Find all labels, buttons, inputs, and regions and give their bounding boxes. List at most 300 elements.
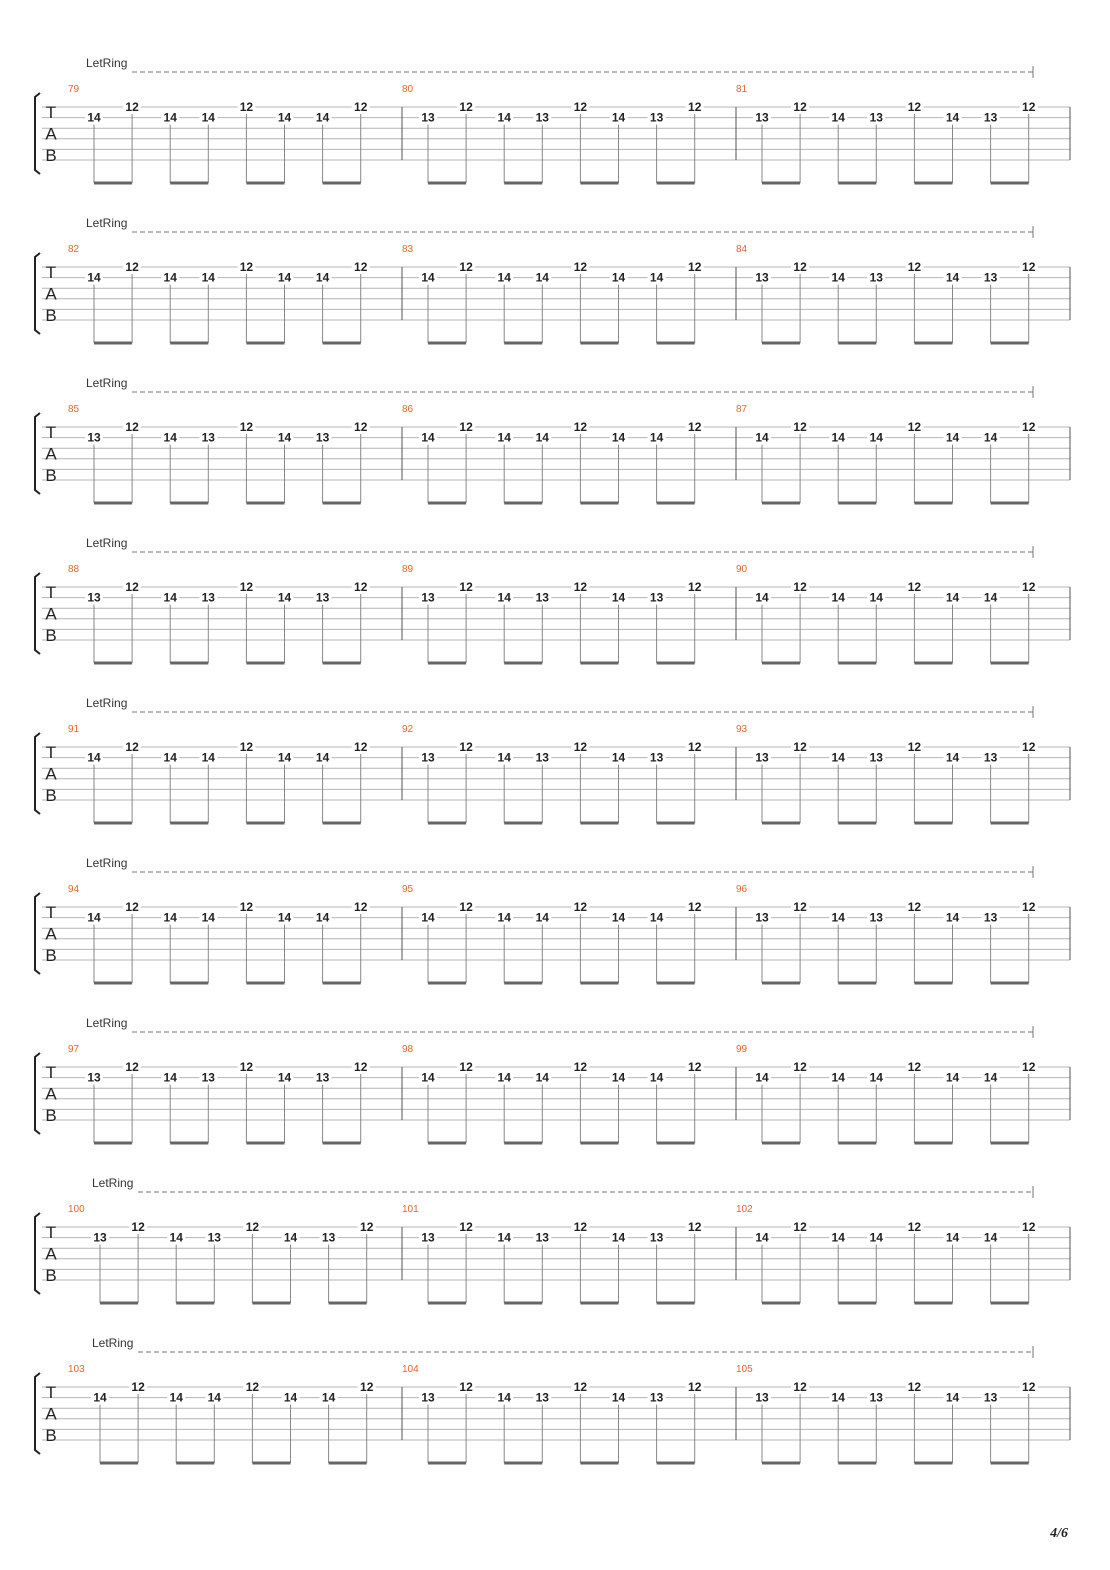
fret-number: 14 — [869, 590, 883, 605]
fret-number: 14 — [611, 270, 626, 285]
fret-number: 14 — [945, 590, 960, 605]
fret-number: 13 — [535, 750, 549, 765]
fret-number: 14 — [983, 1070, 998, 1085]
fret-number: 12 — [354, 1060, 368, 1074]
tab-clef-letter: A — [45, 284, 57, 304]
fret-number: 14 — [163, 110, 177, 125]
measure — [736, 884, 1038, 983]
fret-number: 14 — [93, 1390, 107, 1405]
fret-number: 12 — [245, 1220, 260, 1234]
tab-clef-letter: B — [45, 146, 57, 165]
fret-number: 12 — [1022, 1060, 1036, 1074]
fret-number: 12 — [125, 1060, 139, 1074]
fret-number: 14 — [945, 910, 960, 925]
fret-number: 12 — [1022, 1220, 1036, 1234]
fret-number: 12 — [125, 260, 139, 274]
fret-number: 13 — [87, 1070, 101, 1085]
tab-clef-letter: A — [45, 604, 57, 624]
measure — [68, 1044, 370, 1143]
tab-system — [35, 216, 1070, 343]
fret-number: 14 — [421, 910, 435, 925]
measure-number: 79 — [68, 84, 80, 95]
fret-number: 14 — [277, 270, 292, 285]
fret-number: 14 — [945, 270, 960, 285]
fret-number: 14 — [321, 1390, 336, 1405]
fret-number: 14 — [277, 430, 292, 445]
fret-number: 14 — [163, 750, 177, 765]
fret-number: 14 — [755, 590, 769, 605]
fret-number: 12 — [793, 740, 807, 754]
fret-number: 14 — [169, 1230, 183, 1245]
fret-number: 12 — [907, 260, 922, 274]
fret-number: 14 — [831, 1390, 845, 1405]
measure-number: 93 — [736, 724, 748, 735]
tab-clef-letter: A — [45, 1404, 57, 1424]
tab-system — [35, 1336, 1070, 1463]
system-bracket — [35, 1053, 40, 1134]
fret-number: 12 — [688, 900, 702, 914]
tab-system — [35, 856, 1070, 983]
fret-number: 13 — [93, 1230, 107, 1245]
measure — [736, 1364, 1038, 1463]
fret-number: 13 — [535, 1390, 549, 1405]
fret-number: 14 — [277, 590, 292, 605]
measure-number: 80 — [402, 84, 414, 95]
fret-number: 14 — [277, 750, 292, 765]
measure — [68, 84, 370, 183]
tab-clef-letter: B — [45, 306, 57, 325]
fret-number: 12 — [793, 260, 807, 274]
fret-number: 13 — [983, 1390, 998, 1405]
fret-number: 12 — [793, 1060, 807, 1074]
fret-number: 14 — [869, 1230, 883, 1245]
measure-number: 94 — [68, 884, 80, 895]
fret-number: 12 — [239, 740, 254, 754]
measure — [68, 244, 370, 343]
fret-number: 14 — [649, 270, 664, 285]
tab-clef-letter: B — [45, 626, 57, 645]
fret-number: 14 — [283, 1390, 298, 1405]
fret-number: 12 — [573, 260, 588, 274]
tab-system — [35, 1176, 1070, 1303]
tab-system — [35, 1016, 1070, 1143]
fret-number: 14 — [535, 910, 549, 925]
measure-number: 103 — [68, 1364, 85, 1375]
measure-number: 104 — [402, 1364, 419, 1375]
fret-number: 12 — [573, 1060, 588, 1074]
measure — [68, 564, 370, 663]
fret-number: 14 — [201, 910, 215, 925]
fret-number: 14 — [945, 1070, 960, 1085]
fret-number: 14 — [831, 1070, 845, 1085]
tab-clef-letter: B — [45, 1266, 57, 1285]
system-bracket — [35, 1213, 40, 1294]
fret-number: 14 — [869, 1070, 883, 1085]
tab-clef-letter: B — [45, 786, 57, 805]
page-number: 4/6 — [1050, 1526, 1068, 1541]
measure-number: 98 — [402, 1044, 414, 1055]
let-ring-label: LetRing — [86, 56, 128, 70]
fret-number: 13 — [535, 110, 549, 125]
fret-number: 12 — [1022, 580, 1036, 594]
fret-number: 14 — [649, 1070, 664, 1085]
measure — [68, 404, 370, 503]
let-ring-label: LetRing — [86, 856, 128, 870]
fret-number: 12 — [239, 420, 254, 434]
fret-number: 13 — [755, 1390, 769, 1405]
measure-number: 81 — [736, 84, 748, 95]
fret-number: 12 — [1022, 260, 1036, 274]
system-bracket — [35, 893, 40, 974]
fret-number: 14 — [497, 1230, 511, 1245]
let-ring-label: LetRing — [86, 1016, 128, 1030]
fret-number: 14 — [945, 1390, 960, 1405]
tab-clef-letter: B — [45, 1106, 57, 1125]
fret-number: 14 — [163, 590, 177, 605]
system-bracket — [35, 413, 40, 494]
tab-system — [35, 696, 1070, 823]
measure — [402, 564, 704, 663]
fret-number: 14 — [535, 1070, 549, 1085]
fret-number: 14 — [283, 1230, 298, 1245]
fret-number: 13 — [755, 910, 769, 925]
fret-number: 14 — [315, 110, 330, 125]
fret-number: 13 — [983, 270, 998, 285]
fret-number: 14 — [831, 110, 845, 125]
let-ring-label: LetRing — [86, 216, 128, 230]
fret-number: 12 — [907, 580, 922, 594]
fret-number: 14 — [421, 1070, 435, 1085]
fret-number: 13 — [869, 110, 883, 125]
fret-number: 14 — [755, 430, 769, 445]
fret-number: 14 — [831, 270, 845, 285]
fret-number: 13 — [535, 590, 549, 605]
fret-number: 12 — [354, 260, 368, 274]
fret-number: 14 — [207, 1390, 221, 1405]
fret-number: 14 — [983, 590, 998, 605]
fret-number: 13 — [201, 430, 215, 445]
fret-number: 14 — [611, 430, 626, 445]
fret-number: 12 — [125, 900, 139, 914]
fret-number: 14 — [497, 270, 511, 285]
tab-clef-letter: A — [45, 1244, 57, 1264]
fret-number: 12 — [907, 740, 922, 754]
measure-number: 105 — [736, 1364, 753, 1375]
fret-number: 12 — [239, 580, 254, 594]
fret-number: 13 — [869, 270, 883, 285]
measure-number: 95 — [402, 884, 414, 895]
measure-number: 92 — [402, 724, 414, 735]
fret-number: 14 — [497, 590, 511, 605]
fret-number: 13 — [649, 1390, 664, 1405]
fret-number: 14 — [421, 430, 435, 445]
tab-clef-letter: B — [45, 1426, 57, 1445]
fret-number: 12 — [354, 100, 368, 114]
tab-clef-letter: T — [45, 263, 57, 282]
fret-number: 12 — [239, 100, 254, 114]
fret-number: 13 — [321, 1230, 336, 1245]
fret-number: 13 — [315, 1070, 330, 1085]
measure — [402, 724, 704, 823]
measure — [402, 1204, 704, 1303]
fret-number: 14 — [831, 430, 845, 445]
measure — [402, 1044, 704, 1143]
fret-number: 14 — [497, 910, 511, 925]
fret-number: 14 — [649, 430, 664, 445]
let-ring-label: LetRing — [86, 696, 128, 710]
fret-number: 13 — [983, 110, 998, 125]
fret-number: 12 — [245, 1380, 260, 1394]
fret-number: 12 — [125, 740, 139, 754]
tab-clef-letter: T — [45, 1063, 57, 1082]
fret-number: 12 — [354, 420, 368, 434]
fret-number: 12 — [1022, 740, 1036, 754]
fret-number: 14 — [497, 110, 511, 125]
fret-number: 12 — [907, 100, 922, 114]
fret-number: 12 — [459, 900, 473, 914]
fret-number: 12 — [573, 900, 588, 914]
fret-number: 12 — [573, 580, 588, 594]
tab-clef-letter: T — [45, 903, 57, 922]
fret-number: 14 — [535, 270, 549, 285]
fret-number: 13 — [315, 590, 330, 605]
system-bracket — [35, 93, 40, 174]
measure — [736, 1204, 1038, 1303]
fret-number: 14 — [163, 270, 177, 285]
measure-number: 101 — [402, 1204, 419, 1215]
fret-number: 13 — [87, 590, 101, 605]
fret-number: 12 — [131, 1380, 145, 1394]
fret-number: 14 — [87, 270, 101, 285]
fret-number: 14 — [535, 430, 549, 445]
fret-number: 13 — [869, 910, 883, 925]
measure-number: 96 — [736, 884, 748, 895]
fret-number: 12 — [125, 580, 139, 594]
measure-number: 97 — [68, 1044, 80, 1055]
fret-number: 12 — [239, 260, 254, 274]
fret-number: 14 — [611, 1070, 626, 1085]
fret-number: 13 — [649, 750, 664, 765]
fret-number: 14 — [611, 910, 626, 925]
fret-number: 12 — [459, 420, 473, 434]
tab-system — [35, 536, 1070, 663]
fret-number: 12 — [459, 260, 473, 274]
fret-number: 13 — [755, 110, 769, 125]
tab-system — [35, 56, 1070, 183]
fret-number: 12 — [793, 420, 807, 434]
fret-number: 12 — [688, 100, 702, 114]
let-ring-label: LetRing — [92, 1176, 134, 1190]
fret-number: 12 — [688, 1220, 702, 1234]
fret-number: 12 — [688, 580, 702, 594]
fret-number: 14 — [163, 910, 177, 925]
fret-number: 14 — [649, 910, 664, 925]
fret-number: 13 — [421, 750, 435, 765]
fret-number: 14 — [163, 1070, 177, 1085]
fret-number: 14 — [983, 430, 998, 445]
fret-number: 12 — [793, 900, 807, 914]
tab-clef-letter: T — [45, 1223, 57, 1242]
tab-clef-letter: A — [45, 124, 57, 144]
fret-number: 14 — [755, 1070, 769, 1085]
fret-number: 12 — [907, 1220, 922, 1234]
measure — [68, 1364, 376, 1463]
fret-number: 12 — [793, 1220, 807, 1234]
fret-number: 14 — [831, 590, 845, 605]
fret-number: 12 — [1022, 900, 1036, 914]
tab-clef-letter: A — [45, 924, 57, 944]
let-ring-label: LetRing — [92, 1336, 134, 1350]
measure — [68, 1204, 376, 1303]
fret-number: 12 — [459, 580, 473, 594]
fret-number: 13 — [983, 750, 998, 765]
fret-number: 12 — [688, 1060, 702, 1074]
fret-number: 12 — [793, 100, 807, 114]
tab-clef-letter: B — [45, 466, 57, 485]
fret-number: 12 — [573, 1380, 588, 1394]
fret-number: 14 — [945, 430, 960, 445]
fret-number: 13 — [869, 750, 883, 765]
fret-number: 13 — [421, 590, 435, 605]
fret-number: 12 — [354, 580, 368, 594]
fret-number: 14 — [611, 590, 626, 605]
fret-number: 13 — [649, 1230, 664, 1245]
fret-number: 12 — [459, 100, 473, 114]
fret-number: 13 — [421, 1390, 435, 1405]
fret-number: 12 — [360, 1380, 374, 1394]
fret-number: 12 — [573, 100, 588, 114]
fret-number: 12 — [459, 1220, 473, 1234]
measure-number: 90 — [736, 564, 748, 575]
measure — [736, 564, 1038, 663]
tab-clef-letter: A — [45, 764, 57, 784]
fret-number: 13 — [649, 110, 664, 125]
fret-number: 12 — [1022, 1380, 1036, 1394]
fret-number: 12 — [688, 260, 702, 274]
measure — [402, 84, 704, 183]
system-bracket — [35, 253, 40, 334]
fret-number: 13 — [869, 1390, 883, 1405]
measure — [736, 1044, 1038, 1143]
fret-number: 14 — [869, 430, 883, 445]
fret-number: 12 — [688, 420, 702, 434]
measure — [402, 244, 704, 343]
fret-number: 14 — [945, 110, 960, 125]
fret-number: 13 — [755, 270, 769, 285]
measure-number: 91 — [68, 724, 80, 735]
fret-number: 14 — [201, 270, 215, 285]
tab-clef-letter: A — [45, 1084, 57, 1104]
fret-number: 14 — [755, 1230, 769, 1245]
fret-number: 12 — [1022, 420, 1036, 434]
tab-clef-letter: T — [45, 1383, 57, 1402]
measure-number: 86 — [402, 404, 414, 415]
measure-number: 84 — [736, 244, 748, 255]
fret-number: 14 — [169, 1390, 183, 1405]
fret-number: 13 — [315, 430, 330, 445]
let-ring-label: LetRing — [86, 536, 128, 550]
fret-number: 12 — [688, 1380, 702, 1394]
fret-number: 14 — [87, 110, 101, 125]
measure — [736, 84, 1038, 183]
fret-number: 12 — [907, 900, 922, 914]
fret-number: 12 — [907, 1060, 922, 1074]
fret-number: 12 — [688, 740, 702, 754]
fret-number: 14 — [87, 910, 101, 925]
fret-number: 14 — [945, 750, 960, 765]
fret-number: 13 — [201, 590, 215, 605]
fret-number: 12 — [573, 740, 588, 754]
fret-number: 13 — [755, 750, 769, 765]
measure-number: 99 — [736, 1044, 748, 1055]
measure-number: 100 — [68, 1204, 85, 1215]
measure — [736, 244, 1038, 343]
measure-number: 85 — [68, 404, 80, 415]
fret-number: 12 — [354, 740, 368, 754]
measure — [402, 1364, 704, 1463]
measure — [68, 884, 370, 983]
fret-number: 14 — [611, 110, 626, 125]
fret-number: 14 — [201, 750, 215, 765]
fret-number: 12 — [131, 1220, 145, 1234]
fret-number: 14 — [497, 430, 511, 445]
measure-number: 87 — [736, 404, 748, 415]
fret-number: 14 — [983, 1230, 998, 1245]
fret-number: 13 — [421, 1230, 435, 1245]
fret-number: 14 — [831, 910, 845, 925]
fret-number: 12 — [459, 1380, 473, 1394]
system-bracket — [35, 733, 40, 814]
fret-number: 13 — [535, 1230, 549, 1245]
tab-clef-letter: T — [45, 583, 57, 602]
fret-number: 12 — [125, 100, 139, 114]
let-ring-label: LetRing — [86, 376, 128, 390]
fret-number: 14 — [201, 110, 215, 125]
measure — [402, 884, 704, 983]
measure — [68, 724, 370, 823]
fret-number: 13 — [983, 910, 998, 925]
fret-number: 12 — [459, 1060, 473, 1074]
fret-number: 14 — [277, 1070, 292, 1085]
fret-number: 12 — [239, 1060, 254, 1074]
fret-number: 12 — [125, 420, 139, 434]
fret-number: 12 — [573, 420, 588, 434]
fret-number: 12 — [573, 1220, 588, 1234]
tab-clef-letter: A — [45, 444, 57, 464]
system-bracket — [35, 1373, 40, 1454]
fret-number: 12 — [793, 580, 807, 594]
tab-clef-letter: T — [45, 743, 57, 762]
fret-number: 14 — [277, 910, 292, 925]
fret-number: 14 — [163, 430, 177, 445]
tab-clef-letter: T — [45, 103, 57, 122]
tab-clef-letter: T — [45, 423, 57, 442]
fret-number: 14 — [315, 270, 330, 285]
fret-number: 14 — [611, 750, 626, 765]
fret-number: 12 — [907, 1380, 922, 1394]
system-bracket — [35, 573, 40, 654]
fret-number: 14 — [315, 750, 330, 765]
fret-number: 12 — [907, 420, 922, 434]
fret-number: 13 — [87, 430, 101, 445]
measure-number: 83 — [402, 244, 414, 255]
fret-number: 12 — [360, 1220, 374, 1234]
fret-number: 14 — [421, 270, 435, 285]
fret-number: 14 — [831, 1230, 845, 1245]
fret-number: 14 — [497, 750, 511, 765]
fret-number: 13 — [649, 590, 664, 605]
fret-number: 14 — [497, 1070, 511, 1085]
